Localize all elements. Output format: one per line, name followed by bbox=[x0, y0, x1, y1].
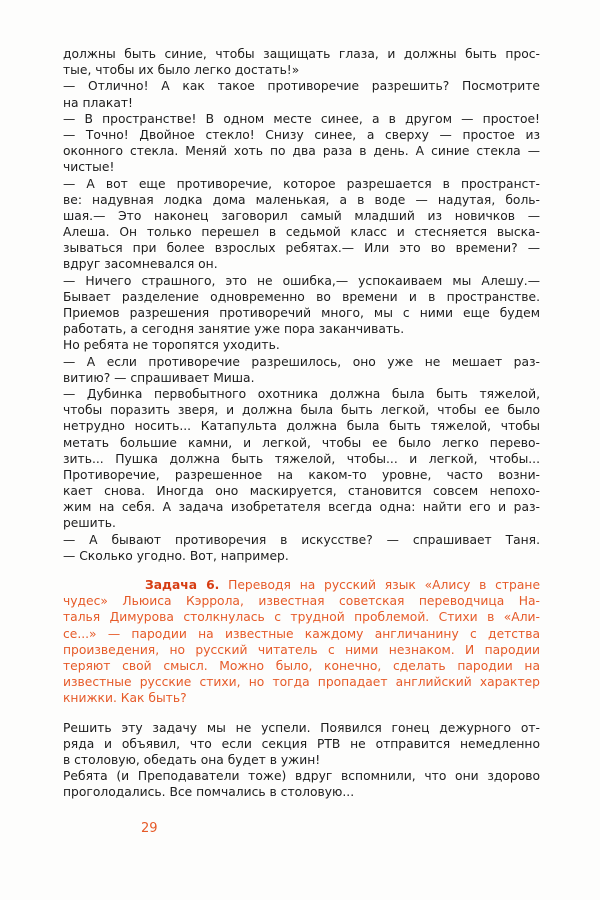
text-line: произведения, но русский читатель с ними незнаком. И пародии bbox=[63, 642, 540, 657]
text-line: — Отлично! А как такое противоречие разрешить? Посмотрите bbox=[63, 79, 540, 94]
text-line: на плакат! bbox=[63, 95, 133, 110]
text-line: книжки. Как быть? bbox=[63, 691, 187, 706]
text-line: — Ничего страшного, это не ошибка,— успокаиваем мы Алешу.— bbox=[63, 273, 540, 288]
text-line: — А бывают противоречия в искусстве? — спрашивает Таня. bbox=[63, 532, 540, 547]
text-line: Приемов разрешения противоречий много, мы с ними еще будем bbox=[63, 306, 540, 320]
text-line: известные русские стихи, но тогда пропадает английский характер bbox=[63, 675, 540, 690]
text-line: проголодались. Все помчались в столовую... bbox=[63, 785, 355, 800]
text-line: Ребята (и Преподаватели тоже) вдруг вспомнили, что они здорово bbox=[63, 769, 540, 784]
text-line: талья Димурова столкнулась с трудной проблемой. Стихи в «Али- bbox=[63, 610, 540, 625]
text-line: решить. bbox=[63, 516, 116, 531]
page-number: 29 bbox=[141, 821, 158, 836]
text-line: Бывает разделение одновременно во времени и в пространстве. bbox=[63, 289, 540, 304]
text-line: чистые! bbox=[63, 160, 115, 175]
text-line: — Точно! Двойное стекло! Снизу синее, а сверху — простое из bbox=[63, 127, 540, 142]
text-line: работать, а сегодня занятие уже пора заканчивать. bbox=[63, 322, 405, 337]
body-paragraph bbox=[63, 46, 540, 564]
text-line: жим на себя. А задача изобретателя всегда одна: найти его и раз- bbox=[63, 500, 540, 515]
text-line: Решить эту задачу мы не успели. Появился гонец дежурного от- bbox=[63, 720, 540, 735]
text-line: оконного стекла. Меняй хоть по два раза в день. А синие стекла — bbox=[63, 144, 540, 159]
page-text bbox=[63, 46, 540, 800]
text-line: чтобы поразить зверя, и должна была быть легкой, чтобы ее было bbox=[63, 403, 540, 418]
text-line: — Сколько угодно. Вот, например. bbox=[63, 548, 289, 563]
text-line: зываться при более взрослых ребятах.— Или это во времени? — bbox=[63, 241, 540, 256]
text-line: Задача 6. Переводя на русский язык «Алису в стране bbox=[145, 578, 540, 592]
text-line: метать большие камни, и легкой, чтобы ее было легко перево- bbox=[63, 435, 540, 450]
text-line: Алеша. Он только перешел в седьмой класс и стесняется выска- bbox=[63, 225, 540, 240]
text-line: витию? — спрашивает Миша. bbox=[63, 370, 255, 385]
text-line: се...» — пародии на известные каждому англичанину с детства bbox=[63, 626, 540, 641]
task-label: Задача 6. bbox=[145, 578, 220, 592]
text-line: кает снова. Иногда оно маскируется, становится совсем непохо- bbox=[63, 484, 540, 499]
text-line: в столовую, обедать она будет в ужин! bbox=[63, 752, 321, 767]
text-line: — А вот еще противоречие, которое разрешается в пространст- bbox=[63, 176, 540, 191]
text-line: — А если противоречие разрешилось, оно уже не мешает раз- bbox=[63, 354, 540, 369]
text-line: — Дубинка первобытного охотника должна была быть тяжелой, bbox=[63, 386, 540, 401]
text-line: должны быть синие, чтобы защищать глаза, и должны быть прос- bbox=[63, 47, 540, 61]
text-line: тые, чтобы их было легко достать!» bbox=[63, 63, 300, 78]
text-line: ряда и объявил, что если секция РТВ не отправится немедленно bbox=[63, 736, 540, 751]
text-line: шая.— Это наконец заговорил самый младший из новичков — bbox=[63, 208, 540, 223]
text-line: вдруг засомневался он. bbox=[63, 257, 218, 272]
body-paragraph bbox=[63, 720, 540, 801]
text-line: Но ребята не торопятся уходить. bbox=[63, 338, 280, 353]
text-line: чудес» Льюиса Кэррола, известная советская переводчица На- bbox=[63, 594, 540, 609]
text-line: ве: надувная лодка дома маленькая, а в воде — надутая, боль- bbox=[63, 192, 540, 207]
text-line: теряют свой смысл. Можно было, конечно, сделать пародии на bbox=[63, 658, 540, 673]
task-paragraph bbox=[63, 577, 540, 707]
text-line: Противоречие, разрешенное на каком-то уровне, часто возни- bbox=[63, 467, 540, 482]
text-line: нетрудно носить... Катапульта должна была быть тяжелой, чтобы bbox=[63, 419, 540, 434]
text-line: — В пространстве! В одном месте синее, а в другом — простое! bbox=[63, 111, 540, 126]
text-line: зить... Пушка должна быть тяжелой, чтобы... и легкой, чтобы... bbox=[63, 451, 540, 466]
